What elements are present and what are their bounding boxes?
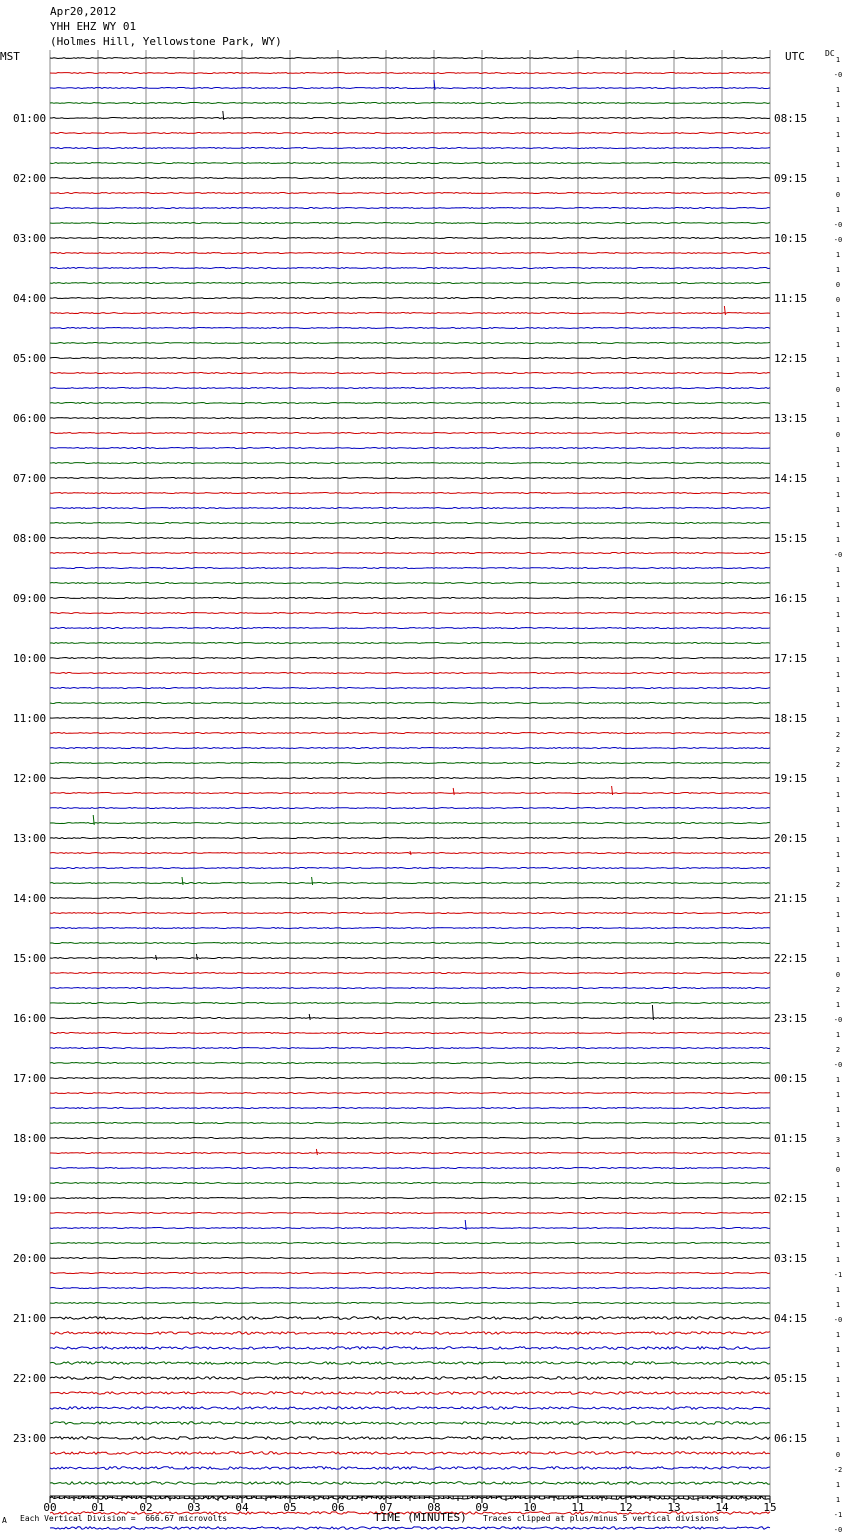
x-tick-label: 03 bbox=[187, 1501, 201, 1514]
mst-hour-label: 20:00 bbox=[13, 1252, 47, 1265]
dc-offset-label: 0 bbox=[835, 191, 841, 199]
seismic-trace bbox=[50, 718, 770, 719]
mst-hour-label: 13:00 bbox=[13, 832, 47, 845]
dc-offset-label: 1 bbox=[835, 1181, 841, 1189]
dc-offset-label: 1 bbox=[835, 1376, 841, 1384]
seismic-trace bbox=[50, 178, 770, 179]
seismic-trace bbox=[50, 463, 770, 464]
utc-axis-label: UTC bbox=[785, 50, 805, 63]
dc-offset-label: 1 bbox=[835, 776, 841, 784]
dc-offset-label: 1 bbox=[835, 326, 841, 334]
dc-offset-label: 1 bbox=[835, 1241, 841, 1249]
dc-offset-label: -2 bbox=[833, 1466, 843, 1474]
dc-offset-label: 2 bbox=[835, 986, 841, 994]
utc-hour-label: 18:15 bbox=[774, 712, 808, 725]
dc-offset-label: 1 bbox=[835, 371, 841, 379]
dc-offset-label: 1 bbox=[835, 1346, 841, 1354]
dc-offset-label: 0 bbox=[835, 1166, 841, 1174]
dc-offset-label: 1 bbox=[835, 251, 841, 259]
dc-offset-label: 1 bbox=[835, 491, 841, 499]
dc-offset-label: 0 bbox=[835, 281, 841, 289]
seismic-trace bbox=[50, 73, 770, 74]
dc-offset-label: 2 bbox=[835, 761, 841, 769]
utc-hour-label: 10:15 bbox=[774, 232, 808, 245]
dc-offset-label: 1 bbox=[835, 1001, 841, 1009]
mst-hour-label: 11:00 bbox=[13, 712, 47, 725]
dc-offset-label: 1 bbox=[835, 341, 841, 349]
seismic-trace bbox=[50, 1332, 770, 1335]
dc-offset-label: 1 bbox=[835, 1436, 841, 1444]
dc-offset-label: 1 bbox=[835, 806, 841, 814]
mst-hour-label: 06:00 bbox=[13, 412, 47, 425]
dc-offset-label: 2 bbox=[835, 746, 841, 754]
seismic-event-spike bbox=[156, 955, 157, 960]
dc-offset-label: 1 bbox=[835, 1091, 841, 1099]
header-date: Apr20,2012 bbox=[50, 5, 117, 18]
seismic-trace bbox=[50, 1422, 770, 1425]
utc-hour-label: 03:15 bbox=[774, 1252, 808, 1265]
dc-offset-label: 1 bbox=[835, 716, 841, 724]
seismic-trace bbox=[50, 208, 770, 209]
utc-hour-label: 08:15 bbox=[774, 112, 808, 125]
dc-offset-label: -0 bbox=[833, 1016, 843, 1024]
seismic-trace bbox=[50, 928, 770, 929]
dc-offset-label: 1 bbox=[835, 461, 841, 469]
mst-hour-label: 16:00 bbox=[13, 1012, 47, 1025]
utc-hour-label: 05:15 bbox=[774, 1372, 808, 1385]
dc-offset-label: 1 bbox=[835, 1481, 841, 1489]
seismic-trace bbox=[50, 1258, 770, 1259]
seismic-trace bbox=[50, 958, 770, 959]
seismic-trace bbox=[50, 1108, 770, 1109]
seismic-trace bbox=[50, 1228, 770, 1229]
seismic-trace bbox=[50, 358, 770, 359]
seismic-trace bbox=[50, 328, 770, 329]
footer-mark: A bbox=[2, 1516, 7, 1525]
dc-offset-label: 1 bbox=[835, 101, 841, 109]
dc-offset-label: 1 bbox=[835, 476, 841, 484]
dc-offset-label: 1 bbox=[835, 821, 841, 829]
x-tick-label: 05 bbox=[283, 1501, 297, 1514]
seismic-trace bbox=[50, 553, 770, 554]
dc-offset-label: 1 bbox=[835, 1421, 841, 1429]
seismic-trace bbox=[50, 1168, 770, 1169]
seismic-trace bbox=[50, 103, 770, 104]
seismic-trace bbox=[50, 253, 770, 254]
seismic-trace bbox=[50, 1407, 770, 1410]
vertical-division-note: Each Vertical Division = 666.67 microvolts bbox=[20, 1514, 228, 1523]
seismic-trace bbox=[50, 1527, 770, 1530]
seismic-trace bbox=[50, 1273, 770, 1274]
header-station: YHH EHZ WY 01 bbox=[50, 20, 137, 33]
mst-hour-label: 03:00 bbox=[13, 232, 47, 245]
utc-hour-label: 20:15 bbox=[774, 832, 808, 845]
dc-offset-label: 1 bbox=[835, 701, 841, 709]
mst-hour-label: 05:00 bbox=[13, 352, 47, 365]
seismic-trace bbox=[50, 793, 770, 794]
x-tick-label: 08 bbox=[427, 1501, 441, 1514]
dc-offset-label: 1 bbox=[835, 1121, 841, 1129]
dc-offset-label: -1 bbox=[833, 1271, 843, 1279]
mst-hour-label: 07:00 bbox=[13, 472, 47, 485]
dc-offset-label: 1 bbox=[835, 56, 841, 64]
seismic-trace bbox=[50, 808, 770, 809]
dc-offset-label: -0 bbox=[833, 551, 843, 559]
seismic-trace bbox=[50, 508, 770, 509]
seismic-trace bbox=[50, 1123, 770, 1124]
dc-offset-label: 1 bbox=[835, 656, 841, 664]
seismic-trace bbox=[50, 643, 770, 644]
dc-offset-label: -1 bbox=[833, 1511, 843, 1519]
dc-offset-label: 1 bbox=[835, 506, 841, 514]
dc-offset-label: 1 bbox=[835, 521, 841, 529]
x-tick-label: 14 bbox=[715, 1501, 729, 1514]
dc-offset-label: 2 bbox=[835, 881, 841, 889]
seismic-event-spike bbox=[309, 1014, 310, 1020]
dc-offset-label: 1 bbox=[835, 1211, 841, 1219]
utc-hour-label: 15:15 bbox=[774, 532, 808, 545]
dc-offset-label: 1 bbox=[835, 686, 841, 694]
dc-offset-label: 0 bbox=[835, 431, 841, 439]
dc-offset-label: 1 bbox=[835, 626, 841, 634]
seismic-trace bbox=[50, 1183, 770, 1184]
seismic-trace bbox=[50, 1003, 770, 1004]
dc-offset-label: 1 bbox=[835, 566, 841, 574]
seismic-trace bbox=[50, 733, 770, 734]
seismic-trace bbox=[50, 613, 770, 614]
dc-offset-label: 1 bbox=[835, 116, 841, 124]
dc-offset-label: 1 bbox=[835, 131, 841, 139]
seismic-trace bbox=[50, 883, 770, 884]
seismic-trace bbox=[50, 1033, 770, 1034]
seismic-trace bbox=[50, 1093, 770, 1094]
seismic-trace bbox=[50, 268, 770, 269]
x-tick-label: 00 bbox=[43, 1501, 57, 1514]
dc-offset-label: 1 bbox=[835, 446, 841, 454]
seismic-trace bbox=[50, 583, 770, 584]
seismic-trace bbox=[50, 988, 770, 989]
utc-hour-label: 06:15 bbox=[774, 1432, 808, 1445]
seismic-trace bbox=[50, 1437, 770, 1440]
x-tick-label: 11 bbox=[571, 1501, 585, 1514]
seismic-event-spike bbox=[316, 1149, 317, 1155]
seismic-trace bbox=[50, 313, 770, 314]
dc-offset-label: 1 bbox=[835, 791, 841, 799]
seismic-event-spike bbox=[724, 306, 725, 315]
seismic-trace bbox=[50, 868, 770, 869]
seismic-trace bbox=[50, 88, 770, 89]
dc-offset-label: 1 bbox=[835, 866, 841, 874]
dc-offset-label: 1 bbox=[835, 1196, 841, 1204]
dc-offset-label: 1 bbox=[835, 1151, 841, 1159]
dc-offset-label: 1 bbox=[835, 596, 841, 604]
x-tick-label: 13 bbox=[667, 1501, 681, 1514]
mst-hour-label: 04:00 bbox=[13, 292, 47, 305]
mst-hour-label: 22:00 bbox=[13, 1372, 47, 1385]
dc-offset-label: 1 bbox=[835, 851, 841, 859]
dc-offset-label: 1 bbox=[835, 146, 841, 154]
seismic-event-spike bbox=[312, 877, 313, 885]
dc-offset-label: 1 bbox=[835, 1301, 841, 1309]
seismic-trace bbox=[50, 1138, 770, 1139]
seismic-trace bbox=[50, 1078, 770, 1079]
dc-offset-label: 1 bbox=[835, 926, 841, 934]
seismic-trace bbox=[50, 598, 770, 599]
dc-offset-label: 1 bbox=[835, 1031, 841, 1039]
dc-offset-label: 0 bbox=[835, 386, 841, 394]
seismic-trace bbox=[50, 523, 770, 524]
seismic-event-spike bbox=[196, 954, 197, 960]
seismic-trace bbox=[50, 448, 770, 449]
seismic-trace bbox=[50, 1377, 770, 1380]
seismic-event-spike bbox=[612, 786, 613, 795]
dc-offset-label: 2 bbox=[835, 731, 841, 739]
clip-note: Traces clipped at plus/minus 5 vertical divisions bbox=[483, 1514, 720, 1523]
seismic-trace bbox=[50, 238, 770, 239]
seismic-trace bbox=[50, 703, 770, 704]
seismic-trace bbox=[50, 1288, 770, 1289]
utc-hour-label: 19:15 bbox=[774, 772, 808, 785]
seismic-trace bbox=[50, 148, 770, 149]
mst-hour-label: 19:00 bbox=[13, 1192, 47, 1205]
utc-hour-label: 13:15 bbox=[774, 412, 808, 425]
seismic-trace bbox=[50, 493, 770, 494]
mst-hour-label: 15:00 bbox=[13, 952, 47, 965]
dc-offset-label: 1 bbox=[835, 641, 841, 649]
dc-offset-label: 1 bbox=[835, 611, 841, 619]
seismic-trace bbox=[50, 133, 770, 134]
mst-hour-label: 17:00 bbox=[13, 1072, 47, 1085]
seismic-trace bbox=[50, 403, 770, 404]
utc-hour-label: 17:15 bbox=[774, 652, 808, 665]
utc-hour-label: 14:15 bbox=[774, 472, 808, 485]
seismic-trace bbox=[50, 118, 770, 119]
seismic-trace bbox=[50, 298, 770, 299]
dc-offset-label: 0 bbox=[835, 971, 841, 979]
x-tick-label: 01 bbox=[91, 1501, 105, 1514]
dc-offset-label: 1 bbox=[835, 206, 841, 214]
dc-offset-label: 1 bbox=[835, 311, 841, 319]
utc-hour-label: 09:15 bbox=[774, 172, 808, 185]
seismic-trace bbox=[50, 433, 770, 434]
seismic-trace bbox=[50, 673, 770, 674]
seismic-trace bbox=[50, 688, 770, 689]
header-location: (Holmes Hill, Yellowstone Park, WY) bbox=[50, 35, 282, 48]
seismic-trace bbox=[50, 763, 770, 764]
utc-hour-label: 16:15 bbox=[774, 592, 808, 605]
dc-label: DC bbox=[825, 49, 835, 58]
mst-hour-label: 18:00 bbox=[13, 1132, 47, 1145]
dc-offset-label: 1 bbox=[835, 1076, 841, 1084]
dc-offset-label: 1 bbox=[835, 1496, 841, 1504]
dc-offset-label: 1 bbox=[835, 1406, 841, 1414]
seismic-trace bbox=[50, 373, 770, 374]
seismic-trace bbox=[50, 538, 770, 539]
dc-offset-label: -0 bbox=[833, 1061, 843, 1069]
seismic-trace bbox=[50, 418, 770, 419]
dc-offset-label: 1 bbox=[835, 356, 841, 364]
x-tick-label: 02 bbox=[139, 1501, 153, 1514]
dc-offset-label: 1 bbox=[835, 86, 841, 94]
x-tick-label: 12 bbox=[619, 1501, 633, 1514]
x-tick-label: 10 bbox=[523, 1501, 537, 1514]
mst-hour-label: 12:00 bbox=[13, 772, 47, 785]
seismic-trace bbox=[50, 1153, 770, 1154]
x-tick-label: 07 bbox=[379, 1501, 393, 1514]
x-tick-label: 09 bbox=[475, 1501, 489, 1514]
dc-offset-label: 0 bbox=[835, 296, 841, 304]
seismic-trace bbox=[50, 193, 770, 194]
dc-offset-label: 2 bbox=[835, 1046, 841, 1054]
seismic-trace bbox=[50, 163, 770, 164]
seismic-trace bbox=[50, 478, 770, 479]
seismic-trace bbox=[50, 1198, 770, 1199]
dc-offset-label: 1 bbox=[835, 1286, 841, 1294]
utc-hour-label: 04:15 bbox=[774, 1312, 808, 1325]
dc-offset-label: 1 bbox=[835, 581, 841, 589]
seismic-trace bbox=[50, 1452, 770, 1455]
dc-offset-label: 1 bbox=[835, 896, 841, 904]
seismic-trace bbox=[50, 823, 770, 824]
dc-offset-label: 1 bbox=[835, 1331, 841, 1339]
seismic-trace bbox=[50, 658, 770, 659]
mst-hour-label: 08:00 bbox=[13, 532, 47, 545]
dc-offset-label: 1 bbox=[835, 1106, 841, 1114]
seismic-event-spike bbox=[453, 788, 454, 795]
dc-offset-label: 1 bbox=[835, 176, 841, 184]
seismic-trace bbox=[50, 838, 770, 839]
mst-hour-label: 01:00 bbox=[13, 112, 47, 125]
seismic-trace bbox=[50, 283, 770, 284]
dc-offset-label: -0 bbox=[833, 221, 843, 229]
mst-hour-label: 14:00 bbox=[13, 892, 47, 905]
seismic-trace bbox=[50, 1243, 770, 1244]
mst-axis-label: MST bbox=[0, 50, 20, 63]
utc-hour-label: 11:15 bbox=[774, 292, 808, 305]
utc-hour-label: 23:15 bbox=[774, 1012, 808, 1025]
seismic-trace bbox=[50, 913, 770, 914]
x-tick-label: 15 bbox=[763, 1501, 777, 1514]
seismic-trace bbox=[50, 748, 770, 749]
dc-offset-label: -0 bbox=[833, 1316, 843, 1324]
seismic-trace bbox=[50, 1392, 770, 1395]
mst-hour-label: 21:00 bbox=[13, 1312, 47, 1325]
dc-offset-label: 1 bbox=[835, 1226, 841, 1234]
dc-offset-label: -0 bbox=[833, 236, 843, 244]
seismic-trace bbox=[50, 1467, 770, 1470]
utc-hour-label: 22:15 bbox=[774, 952, 808, 965]
dc-offset-label: 1 bbox=[835, 956, 841, 964]
dc-offset-label: 1 bbox=[835, 836, 841, 844]
x-axis-title: TIME (MINUTES) bbox=[374, 1511, 467, 1524]
seismic-trace bbox=[50, 1317, 770, 1320]
seismic-trace bbox=[50, 1303, 770, 1304]
dc-offset-label: 1 bbox=[835, 1361, 841, 1369]
seismic-trace bbox=[50, 1362, 770, 1365]
seismic-trace bbox=[50, 1482, 770, 1485]
dc-offset-label: -0 bbox=[833, 1526, 843, 1534]
seismic-trace bbox=[50, 1048, 770, 1049]
seismic-trace bbox=[50, 1063, 770, 1064]
dc-offset-label: 1 bbox=[835, 536, 841, 544]
dc-offset-label: 1 bbox=[835, 1391, 841, 1399]
dc-offset-label: 1 bbox=[835, 401, 841, 409]
utc-hour-label: 01:15 bbox=[774, 1132, 808, 1145]
seismic-trace bbox=[50, 223, 770, 224]
seismic-trace bbox=[50, 898, 770, 899]
seismic-event-spike bbox=[410, 851, 411, 855]
seismic-trace bbox=[50, 1018, 770, 1019]
seismic-trace bbox=[50, 388, 770, 389]
dc-offset-label: 1 bbox=[835, 1256, 841, 1264]
dc-offset-label: 1 bbox=[835, 266, 841, 274]
utc-hour-label: 00:15 bbox=[774, 1072, 808, 1085]
dc-offset-label: 1 bbox=[835, 161, 841, 169]
dc-offset-label: 1 bbox=[835, 416, 841, 424]
dc-offset-label: 3 bbox=[835, 1136, 841, 1144]
dc-offset-label: 1 bbox=[835, 671, 841, 679]
seismic-trace bbox=[50, 1347, 770, 1350]
seismic-trace bbox=[50, 628, 770, 629]
seismic-trace bbox=[50, 778, 770, 779]
mst-hour-label: 23:00 bbox=[13, 1432, 47, 1445]
seismic-event-spike bbox=[182, 877, 183, 885]
mst-hour-label: 02:00 bbox=[13, 172, 47, 185]
x-tick-label: 06 bbox=[331, 1501, 345, 1514]
dc-offset-label: 1 bbox=[835, 941, 841, 949]
seismic-trace bbox=[50, 943, 770, 944]
utc-hour-label: 02:15 bbox=[774, 1192, 808, 1205]
dc-offset-label: 1 bbox=[835, 911, 841, 919]
seismic-trace bbox=[50, 343, 770, 344]
utc-hour-label: 21:15 bbox=[774, 892, 808, 905]
seismic-trace bbox=[50, 568, 770, 569]
dc-offset-label: 0 bbox=[835, 1451, 841, 1459]
utc-hour-label: 12:15 bbox=[774, 352, 808, 365]
mst-hour-label: 10:00 bbox=[13, 652, 47, 665]
seismic-trace bbox=[50, 973, 770, 974]
mst-hour-label: 09:00 bbox=[13, 592, 47, 605]
seismic-trace bbox=[50, 58, 770, 59]
dc-offset-label: -0 bbox=[833, 71, 843, 79]
seismic-trace bbox=[50, 1213, 770, 1214]
x-tick-label: 04 bbox=[235, 1501, 249, 1514]
